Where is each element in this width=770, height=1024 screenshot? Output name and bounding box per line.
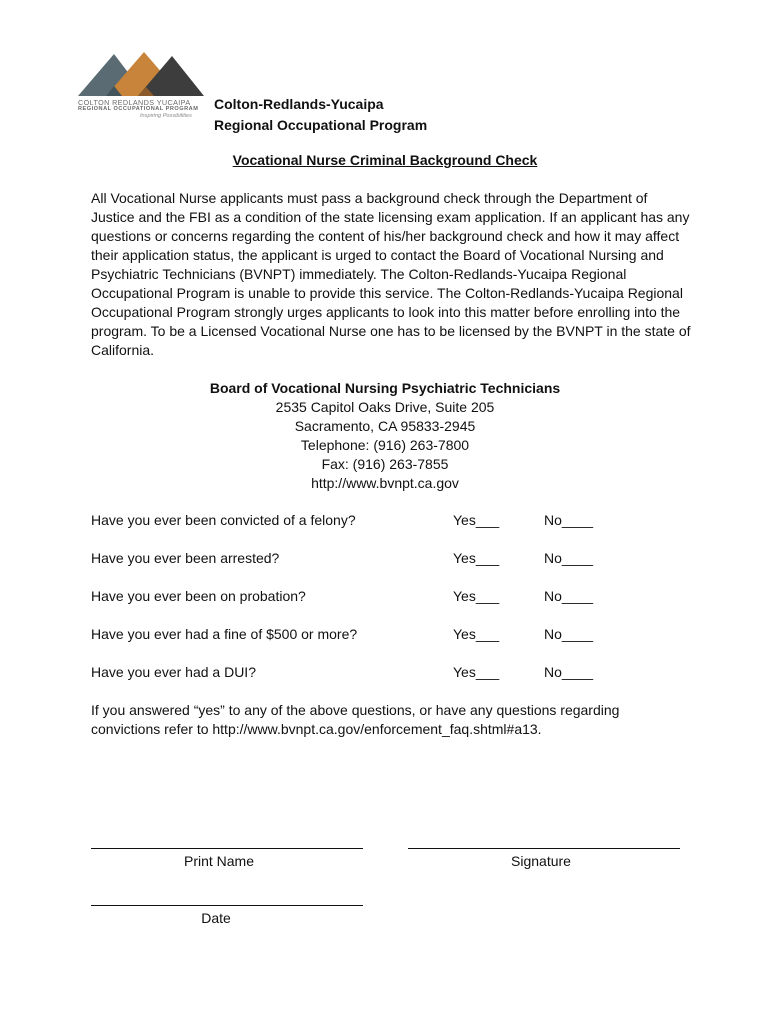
intro-paragraph: All Vocational Nurse applicants must pass a background check through the Department of Justice and the FBI as a condition of the state licensing exam application. If an applicant has any questions or concerns regarding the content of his/her background check and how it may affect their application status, the applicant is urged to contact the Board of Vocational Nursing and Psychiatric Technicians (BVNPT) immediately. The Colton-Redlands-Yucaipa Regional Occupational Program is unable to provide this service. The Colton-Redlands-Yucaipa Regional Occupational Program strongly urges applicants to look into this matter before enrolling into the program. To be a Licensed Vocational Nurse one has to be licensed by the BVNPT in the state of California. <box>91 190 691 358</box>
no-answer-field[interactable]: No____ <box>544 664 594 680</box>
signature-label: Signature <box>511 853 571 869</box>
board-website: http://www.bvnpt.ca.gov <box>311 475 459 491</box>
organization-name <box>214 94 427 136</box>
board-address-line1: 2535 Capitol Oaks Drive, Suite 205 <box>275 399 495 415</box>
board-telephone: Telephone: (916) 263-7800 <box>300 437 470 453</box>
question-text: Have you ever had a fine of $500 or more? <box>91 626 358 642</box>
logo-tagline: Inspiring Possibilities <box>140 113 192 119</box>
no-answer-field[interactable]: No____ <box>544 512 594 528</box>
yes-answer-field[interactable]: Yes___ <box>453 588 500 604</box>
yes-answer-field[interactable]: Yes___ <box>453 626 500 642</box>
note-paragraph: If you answered “yes” to any of the above questions, or have any questions regarding convictions refer to http://www.bvnpt.ca.gov/enforcement_faq.shtml#a13. <box>91 702 620 737</box>
logo-program: REGIONAL OCCUPATIONAL PROGRAM <box>78 106 199 112</box>
question-row <box>91 588 611 608</box>
date-label: Date <box>201 910 231 926</box>
signature-line[interactable] <box>408 848 680 849</box>
board-fax: Fax: (916) 263-7855 <box>321 456 449 472</box>
no-answer-field[interactable]: No____ <box>544 588 594 604</box>
logo-name: COLTON REDLANDS YUCAIPA <box>78 98 191 107</box>
question-text: Have you ever been on probation? <box>91 588 306 604</box>
question-text: Have you ever been convicted of a felony? <box>91 512 356 528</box>
organization-line2: Regional Occupational Program <box>214 117 428 133</box>
question-row <box>91 626 611 646</box>
yes-answer-field[interactable]: Yes___ <box>453 664 500 680</box>
mountain-logo-icon <box>76 46 206 98</box>
board-name: Board of Vocational Nursing Psychiatric Technicians <box>209 380 561 396</box>
rop-logo <box>76 46 206 136</box>
print-name-label: Print Name <box>183 853 255 869</box>
date-line[interactable] <box>91 905 363 906</box>
document-title: Vocational Nurse Criminal Background Check <box>232 152 538 168</box>
question-row <box>91 664 611 684</box>
no-answer-field[interactable]: No____ <box>544 626 594 642</box>
question-row <box>91 550 611 570</box>
question-text: Have you ever been arrested? <box>91 550 280 566</box>
yes-answer-field[interactable]: Yes___ <box>453 512 500 528</box>
question-text: Have you ever had a DUI? <box>91 664 256 680</box>
no-answer-field[interactable]: No____ <box>544 550 594 566</box>
board-address-line2: Sacramento, CA 95833-2945 <box>294 418 476 434</box>
print-name-line[interactable] <box>91 848 363 849</box>
question-row <box>91 512 611 532</box>
organization-line1: Colton-Redlands-Yucaipa <box>214 96 384 112</box>
board-contact-block <box>0 379 770 493</box>
yes-answer-field[interactable]: Yes___ <box>453 550 500 566</box>
